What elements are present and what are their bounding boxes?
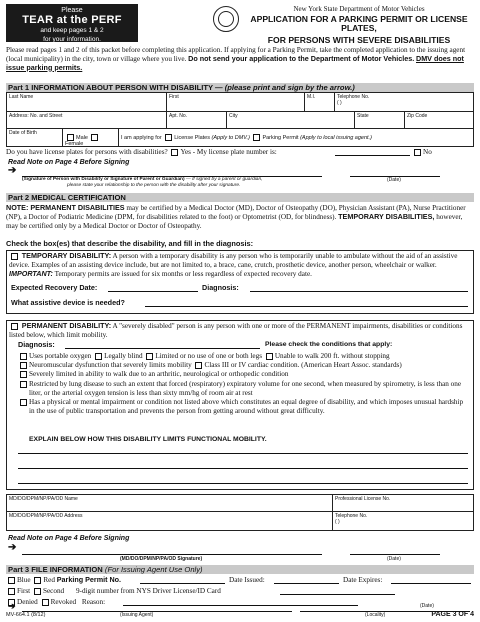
explain-line-3[interactable] [18,483,468,484]
legs-checkbox[interactable] [146,353,153,360]
perm-diagnosis-input[interactable] [65,348,260,349]
recovery-date-input[interactable] [108,291,198,292]
neuromuscular-checkbox[interactable] [20,362,27,369]
tear-line2: TEAR at the PERF [22,14,122,26]
state-seal-icon [213,6,239,32]
agent-signature-line[interactable] [22,611,292,612]
tear-line3: and keep pages 1 & 2 [40,27,104,34]
tear-line4: for your information. [43,35,101,43]
applying-for-field: I am applying for License Plates (Apply to DMV.) Parking Permit (Apply to local issuing agent.) [121,134,372,141]
temp-diagnosis-input[interactable] [250,291,468,292]
zip-field[interactable]: Zip Code [407,113,428,119]
lung-disease-checkbox[interactable] [20,381,27,388]
condition-row-1: Uses portable oxygen Legally blind Limited or no use of one or both legs Unable to walk 200 ft. without stopping [18,352,470,361]
provider-telephone-field[interactable]: Telephone No. ( ) [335,513,368,525]
part1-note: — (please print and sign by the arrow.) [215,83,355,92]
recovery-date-label: Expected Recovery Date: [11,283,98,292]
tear-line1: Please [61,7,83,14]
part3-row3: Denied Revoked Reason: [6,598,474,607]
form-number: MV-664.1 (8/12) [6,612,46,618]
tear-banner [6,4,138,42]
arrow-icon: ➔ [8,542,17,553]
permit-number-input[interactable] [140,583,225,584]
provider-date-label: (Date) [387,556,401,562]
parking-permit-checkbox[interactable] [253,134,260,141]
revoked-checkbox[interactable] [42,599,49,606]
form-header [244,5,474,45]
intro-body: Please read pages 1 and 2 of this packet before completing this application. If applying for a Parking Permit, take the completed application to the issuing agent (local municipality) in the city, town or village where you live. [6,46,466,63]
provider-signature-label: (MD/DO/DPM/NP/PA/OD Signature) [120,556,203,562]
walk-200ft-checkbox[interactable] [266,353,273,360]
intro-warning2: DMV does not issue parking permits. [6,53,464,72]
arthritic-checkbox[interactable] [20,371,27,378]
license-plates-checkbox[interactable] [165,134,172,141]
permanent-disability-checkbox[interactable] [11,323,18,330]
provider-name-field[interactable]: MD/DO/DPM/NP/PA/OD Name [7,495,333,511]
condition-row-5: Has a physical or mental impairment or condition not listed above which constitutes an equal degree of disability, and which imposes unusual hardship in the use of public transportation and prevents the person from getting around without great difficulty. [18,398,470,416]
plates-question: Do you have license plates for persons with disabilities? Yes - My license plate number is: [6,148,277,156]
oxygen-checkbox[interactable] [20,353,27,360]
condition-row-2: Neuromuscular dysfunction that severely limits mobility Class III or IV cardiac condition. (American Heart Assoc. standards) [18,361,470,370]
license-number-field[interactable]: Professional License No. [335,496,391,502]
date-issued-input[interactable] [274,583,339,584]
part3-header [6,565,474,574]
part2-read-note: Read Note on Page 4 Before Signing [8,535,130,542]
first-name-field[interactable]: First [167,93,305,111]
part2-note: NOTE: PERMANENT DISABILITIES may be certified by a Medical Doctor (MD), Doctor of Osteopathy (DO), Physician Assistant (PA), Nurse Practitioner (NP), a Doctor of Podiatric Medicine (DPM, for disabilities related to the foot) or Optometrist (OD, for blindness). TEMPORARY DISABILITIES, however, may be certified only by a Medical Doctor or Doctor of Osteopathy. [6,203,466,230]
arrow-icon: ➔ [8,601,16,611]
middle-initial-field[interactable]: M.I. [305,93,335,111]
perm-diagnosis-label: Diagnosis: [18,340,55,349]
explain-label: EXPLAIN BELOW HOW THIS DISABILITY LIMITS FUNCTIONAL MOBILITY. [29,436,267,443]
intro-text [6,46,474,72]
date-expires-label: Date Expires: [343,576,383,584]
part3-title: Part 3 FILE INFORMATION [8,565,103,574]
explain-line-2[interactable] [18,468,468,469]
condition-row-4: Restricted by lung disease to such an extent that forced (respiratory) expiratory volume for one second, when measured by spirometry, is less than one liter, or the arterial oxygen tension is less than sixty mm/hg of room air at rest [18,380,470,398]
male-checkbox[interactable] [67,134,74,141]
telephone-field[interactable]: Telephone No. ( ) [337,94,370,106]
plates-no: No [412,148,432,157]
city-field[interactable]: City [227,112,355,128]
part1-header [6,83,474,92]
sex-field: Male Female [63,129,119,146]
issuing-agent-label: (Issuing Agent) [120,612,154,618]
assistive-device-label: What assistive device is needed? [11,298,125,307]
plate-number-input[interactable] [335,155,410,156]
part1-title: Part 1 INFORMATION ABOUT PERSON WITH DISABILITY [8,83,213,92]
condition-row-3: Severely limited in ability to walk due to an arthritic, neurological or orthopedic condition [18,370,470,379]
cardiac-checkbox[interactable] [195,362,202,369]
blue-checkbox[interactable] [8,577,15,584]
provider-signature-line[interactable] [22,554,322,555]
temp-diagnosis-label: Diagnosis: [202,283,239,292]
page-number: PAGE 3 OF 4 [431,611,474,618]
apt-field[interactable]: Apt. No. [167,112,227,128]
plates-no-checkbox[interactable] [414,149,421,156]
part3-note: (For Issuing Agent Use Only) [104,565,203,574]
last-name-field[interactable]: Last Name [7,93,167,111]
temporary-disability-text: TEMPORARY DISABILITY: A person with a temporary disability is any person who is temporarily unable to ambulate without the aid of an assistive device. Examples of an assisting device include, but are not limited to, a brace, cane, crutch, prosthetic device, another person, wheelchair or walker. IMPORTANT: Temporary permits are issued for six months or less regardless of expected recovery date. [9,251,458,278]
plates-yes-checkbox[interactable] [171,149,178,156]
intro-warning: Do not send your application to the Department of Motor Vehicles. [188,53,415,63]
first-checkbox[interactable] [8,588,15,595]
second-checkbox[interactable] [34,588,41,595]
blind-checkbox[interactable] [95,353,102,360]
locality-label: (Locality) [365,612,386,618]
form-title-line2: FOR PERSONS WITH SEVERE DISABILITIES [267,34,451,45]
part1-read-note: Read Note on Page 4 Before Signing [8,159,130,166]
part2-header [6,193,474,202]
date-expires-input[interactable] [391,583,471,584]
signature-label: (Signature of Person with Disability or Signature of Parent or Guardian) — If signed by a parent or guardian, please state your relationship to the person with the disability after your signature. [22,177,263,189]
reason-input[interactable] [123,605,358,606]
check-instruction: Check the box(es) that describe the disability, and fill in the diagnosis: [6,239,254,248]
red-checkbox[interactable] [34,577,41,584]
conditions-list [18,352,470,417]
dob-field[interactable]: Date of Birth [7,129,63,146]
department-name: New York State Department of Motor Vehicles [293,5,425,13]
other-impairment-checkbox[interactable] [20,399,27,406]
assistive-device-input[interactable] [145,306,468,307]
part3-row1: Blue Red Parking Permit No. [6,576,474,585]
part2-title: Part 2 MEDICAL CERTIFICATION [8,193,126,202]
provider-grid [6,494,474,531]
state-field[interactable]: State [355,112,405,128]
conditions-instruction: Please check the conditions that apply: [265,341,393,348]
part3-row2: First Second 9-digit number from NYS Driver License/ID Card [6,587,474,596]
female-checkbox[interactable] [91,134,98,141]
temporary-disability-checkbox[interactable] [11,253,18,260]
address-field[interactable]: Address: No. and Street [7,112,167,128]
id-number-input[interactable] [280,594,395,595]
part3-date-label: (Date) [420,603,434,609]
signature-date-label: (Date) [387,177,401,183]
explain-line-1[interactable] [18,453,468,454]
provider-address-field[interactable]: MD/DO/DPM/NP/PA/OD Address [7,512,333,530]
date-issued-label: Date Issued: [229,576,265,584]
arrow-icon: ➔ [8,165,17,176]
provider-date-line[interactable] [350,554,440,555]
part1-grid [6,92,474,147]
form-title-line1: APPLICATION FOR A PARKING PERMIT OR LICENSE PLATES, [250,14,468,34]
permanent-disability-text: PERMANENT DISABILITY: A "severely disabled" person is any person with one or more of the PERMANENT impairments, disabilities or conditions listed below, which limit mobility. [9,321,463,339]
